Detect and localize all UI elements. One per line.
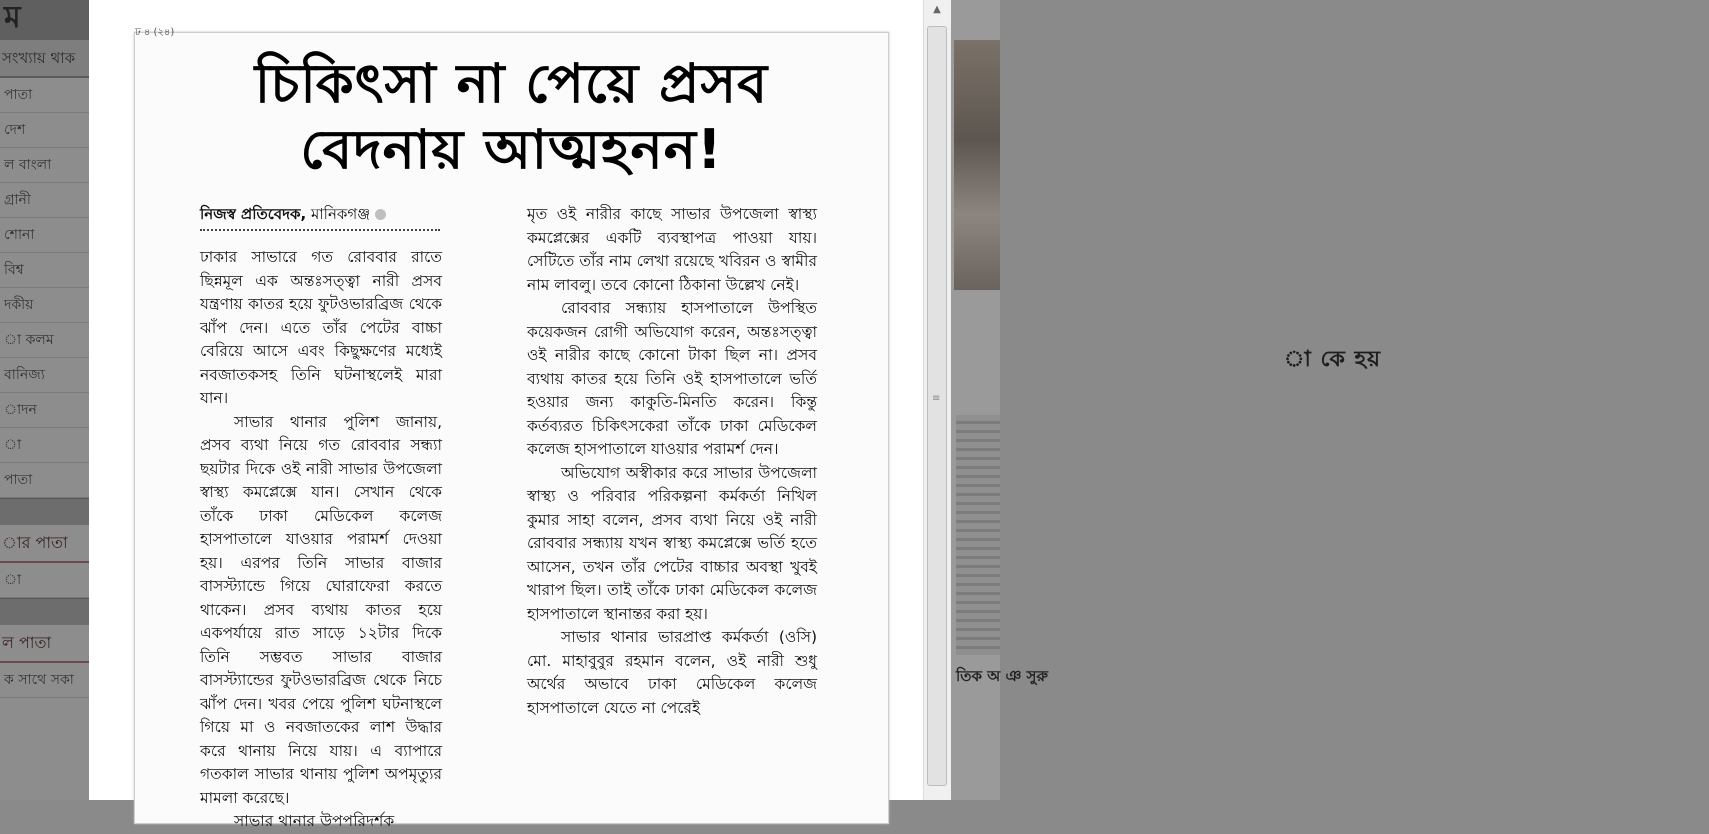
article-paragraph: সাভার থানার পুলিশ জানায়, প্রসব ব্যথা নিয়ে গত রোববার সন্ধ্যা ছয়টার দিকে ওই নারী সাভার উপজেলা স্বাস্থ্য কমপ্লেক্সে যান। সেখান থেকে তাঁকে ঢাকা মেডিকেল কলেজ হাসপাতালে যাওয়ার পরামর্শ দেওয়া হয়। এরপর তিনি সাভার বাজার বাসস্ট্যান্ডে গিয়ে ঘোরাফেরা করতে থাকেন। প্রসব ব্যথায় কাতর হয়ে একপর্যায়ে রাত সাড়ে ১২টার দিকে তিনি সম্ভবত সাভার বাজার বাসস্ট্যান্ডের ফুটওভারব্রিজ থেকে নিচে ঝাঁপ দেন। খবর পেয়ে পুলিশ ঘটনাস্থলে গিয়ে মা ও নবজাতকের লাশ উদ্ধার করে থানায় নিয়ে যায়। এ ব্যাপারে গতকাল সাভার থানায় পুলিশ অপমৃত্যুর মামলা করেছে। (200, 412, 442, 807)
background-section-item: ক সাথে সকা (0, 663, 95, 698)
background-menu-item: া কলম (0, 323, 95, 358)
background-newspaper-image (956, 415, 1000, 655)
background-menu-item: াদন (0, 393, 95, 428)
background-section-item: া (0, 563, 95, 598)
scroll-up-arrow-icon[interactable]: ▲ (933, 4, 941, 15)
headline-line-2: বেদনায় আত্মহনন! (300, 118, 723, 181)
background-menu-item: বানিজ্য (0, 358, 95, 393)
background-section-title: ল পাতা (0, 625, 95, 663)
background-separator (0, 598, 95, 625)
background-menu-item: দকীয় (0, 288, 95, 323)
article-column-right (527, 203, 817, 720)
article-paragraph: ঢাকার সাভারে গত রোববার রাতে ছিন্নমূল এক অন্তঃসত্ত্বা নারী প্রসব যন্ত্রণায় কাতর হয়ে ফুটওভারব্রিজ থেকে ঝাঁপ দেন। এতে তাঁর পেটের বাচ্চা বেরিয়ে আসে এবং কিছুক্ষণের মধ্যেই নবজাতকসহ তিনি ঘটনাস্থলেই মারা যান। (200, 248, 442, 407)
background-logo-fragment: ম (0, 0, 95, 40)
background-menu-item: া (0, 428, 95, 463)
article-column-left (200, 246, 442, 834)
grip-icon: ≡ (932, 393, 941, 404)
article-paragraph: মৃত ওই নারীর কাছে সাভার উপজেলা স্বাস্থ্য কমপ্লেক্সের একটি ব্যবস্থাপত্র পাওয়া যায়। সেটিতে তাঁর নাম লেখা রয়েছে খবিরন ও স্বামীর নাম লাবলু। তবে কোনো ঠিকানা উল্লেখ নেই। (527, 205, 817, 294)
background-separator (0, 498, 95, 525)
background-photo (954, 40, 1000, 290)
scrollbar-thumb[interactable] (927, 26, 947, 786)
article-paragraph: সাভার থানার ভারপ্রাপ্ত কর্মকর্তা (ওসি) মো. মাহাবুবুর রহমান বলেন, ওই নারী শুধু অর্থের অভাবে ঢাকা মেডিকেল কলেজ হাসপাতালে যেতে না পেরেই (527, 628, 817, 717)
bullet-dot-icon (375, 209, 386, 220)
background-menu-item: শোনা (0, 218, 95, 253)
background-menu-item: ল বাংলা (0, 148, 95, 183)
byline-author: নিজস্ব প্রতিবেদক, (200, 205, 307, 223)
article-byline (200, 203, 440, 228)
background-caption: তিক অ ঞ সুরু (956, 667, 1048, 685)
article-paragraph: রোববার সন্ধ্যায় হাসপাতালে উপস্থিত কয়েকজন রোগী অভিযোগ করেন, অন্তঃসত্ত্বা ওই নারীর কাছে কোনো টাকা ছিল না। প্রসব ব্যথায় কাতর হয়ে তিনি ওই হাসপাতালে ভর্তি হওয়ার জন্য কাকুতি-মিনতি করেন। কিন্তু কর্তব্যরত চিকিৎসকেরা তাঁকে ঢাকা মেডিকেল কলেজ হাসপাতালে যাওয়ার পরামর্শ দেন। (527, 299, 817, 458)
background-menu-item: পাতা (0, 463, 95, 498)
background-headline: া কে হয় (1283, 347, 1382, 372)
byline-divider (200, 229, 440, 231)
clipping-top-strip: ঢ ৪ (২৪) (135, 27, 175, 38)
background-menu-item: গ্রানী (0, 183, 95, 218)
background-menu-title: সংখ্যায় থাক (0, 40, 95, 78)
background-menu-item: দেশ (0, 113, 95, 148)
article-headline (135, 51, 888, 183)
vertical-scrollbar[interactable] (923, 0, 951, 800)
article-paragraph: অভিযোগ অস্বীকার করে সাভার উপজেলা স্বাস্থ্য ও পরিবার পরিকল্পনা কর্মকর্তা নিখিল কুমার সাহা বলেন, প্রসব ব্যথা নিয়ে ওই নারী রোববার সন্ধ্যায় যখন স্বাস্থ্য কমপ্লেক্সে ভর্তি হতে আসেন, তখন তাঁর পেটের বাচ্চার অবস্থা খুবই খারাপ ছিল। তাই তাঁকে ঢাকা মেডিকেল কলেজ হাসপাতালে স্থানান্তর করা হয়। (527, 463, 817, 623)
article-paragraph: সাভার থানার উপপরিদর্শক (234, 812, 395, 830)
byline-place: মানিকগঞ্জ (311, 205, 371, 223)
headline-line-1: চিকিৎসা না পেয়ে প্রসব (254, 52, 769, 115)
background-menu-item: পাতা (0, 78, 95, 113)
background-section-title: ার পাতা (0, 525, 95, 563)
background-left-column (0, 0, 95, 800)
background-menu-item: বিশ্ব (0, 253, 95, 288)
background-right-column (950, 0, 1382, 800)
newspaper-clipping (134, 27, 889, 830)
